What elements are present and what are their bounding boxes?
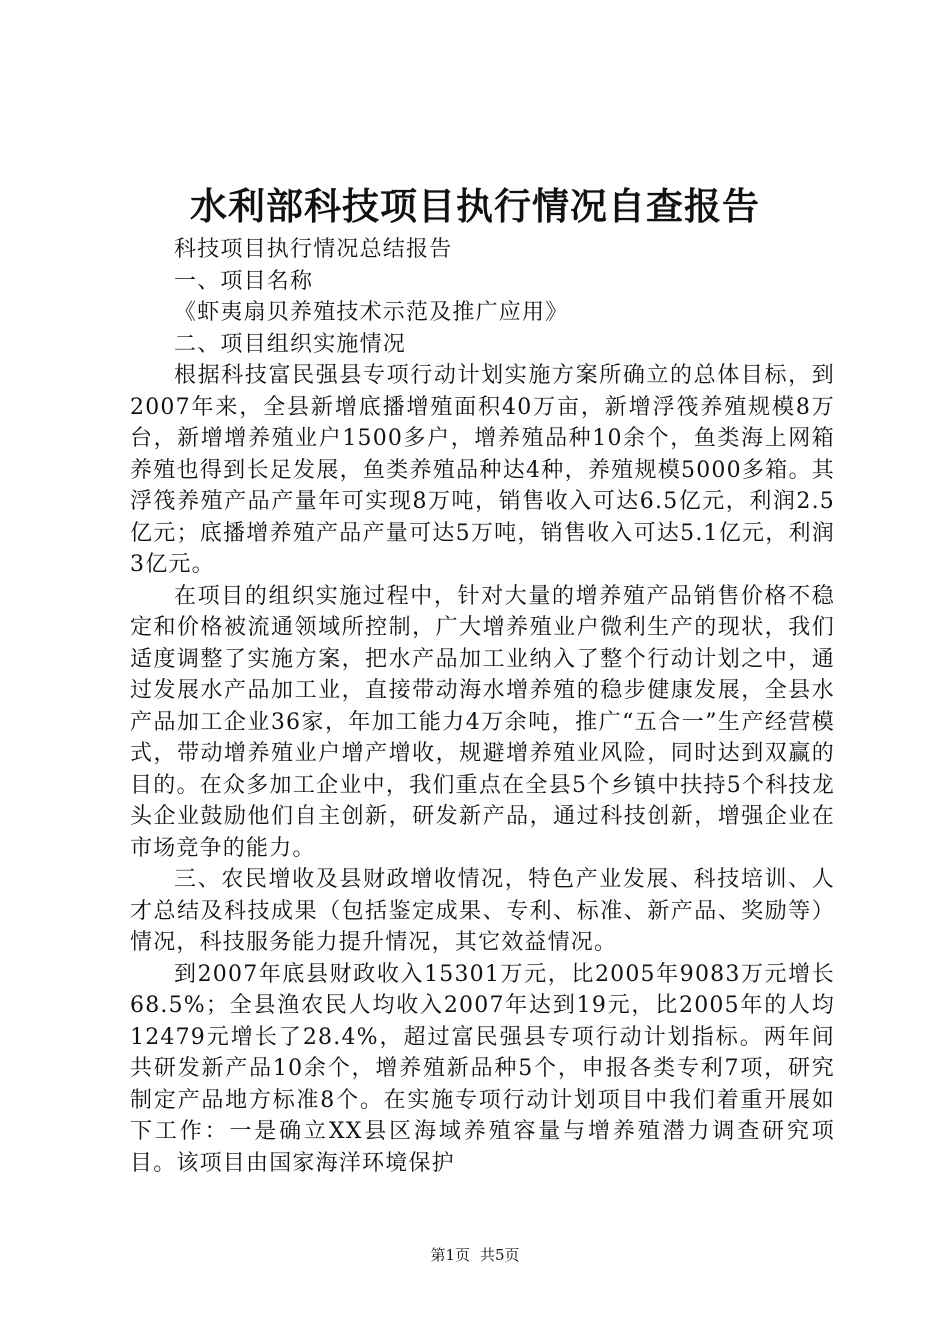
section-heading-implementation: 二、项目组织实施情况 [174, 331, 407, 357]
project-name: 《虾夷扇贝养殖技术示范及推广应用》 [174, 300, 569, 325]
document-title: 水利部科技项目执行情况自查报告 [190, 185, 760, 228]
page-number: 第1页 [430, 1246, 470, 1264]
body-paragraph: 在项目的组织实施过程中，针对大量的增养殖产品销售价格不稳定和价格被流通领域所控制，广大增养殖业户微利生产的现状，我们适度调整了实施方案，把水产品加工业纳入了整个行动计划之中，通过发展水产品加工业，直接带动海水增养殖的稳步健康发展，全县水产品加工企业36家，年加工能力4万余吨，推广“五合一”生产经营模式，带动增养殖业户增产增收，规避增养殖业风险，同时达到双赢的目的。在众多加工企业中，我们重点在全县5个乡镇中扶持5个科技龙头企业鼓励他们自主创新，研发新产品，通过科技创新，增强企业在市场竞争的能力。 [130, 583, 835, 861]
report-subtitle: 科技项目执行情况总结报告 [174, 237, 453, 262]
section-heading-project-name: 一、项目名称 [174, 268, 314, 294]
page-footer [0, 1245, 950, 1265]
document-body [130, 234, 835, 1179]
body-paragraph: 到2007年底县财政收入15301万元，比2005年9083万元增长68.5%；全县渔农民人均收入2007年达到19元，比2005年的人均12479元增长了28.4%，超过富民强县专项行动计划指标。两年间共研发新产品10余个，增养殖新品种5个，申报各类专利7项，研究制定产品地方标准8个。在实施专项行动计划项目中我们着重开展如下工作：一是确立XX县区海域养殖容量与增养殖潜力调查研究项目。该项目由国家海洋环境保护 [130, 961, 835, 1176]
body-paragraph: 根据科技富民强县专项行动计划实施方案所确立的总体目标，到2007年来，全县新增底播增殖面积40万亩，新增浮筏养殖规模8万台，新增增养殖业户1500多户，增养殖品种10余个，鱼类海上网箱养殖也得到长足发展，鱼类养殖品种达4种，养殖规模5000多箱。其浮筏养殖产品产量年可实现8万吨，销售收入可达6.5亿元，利润2.5亿元；底播增养殖产品产量可达5万吨，销售收入可达5.1亿元，利润3亿元。 [130, 363, 835, 577]
section-heading-income: 三、农民增收及县财政增收情况，特色产业发展、科技培训、人才总结及科技成果（包括鉴定成果、专利、标准、新产品、奖励等）情况，科技服务能力提升情况，其它效益情况。 [130, 867, 835, 955]
page-total: 共5页 [480, 1246, 520, 1264]
